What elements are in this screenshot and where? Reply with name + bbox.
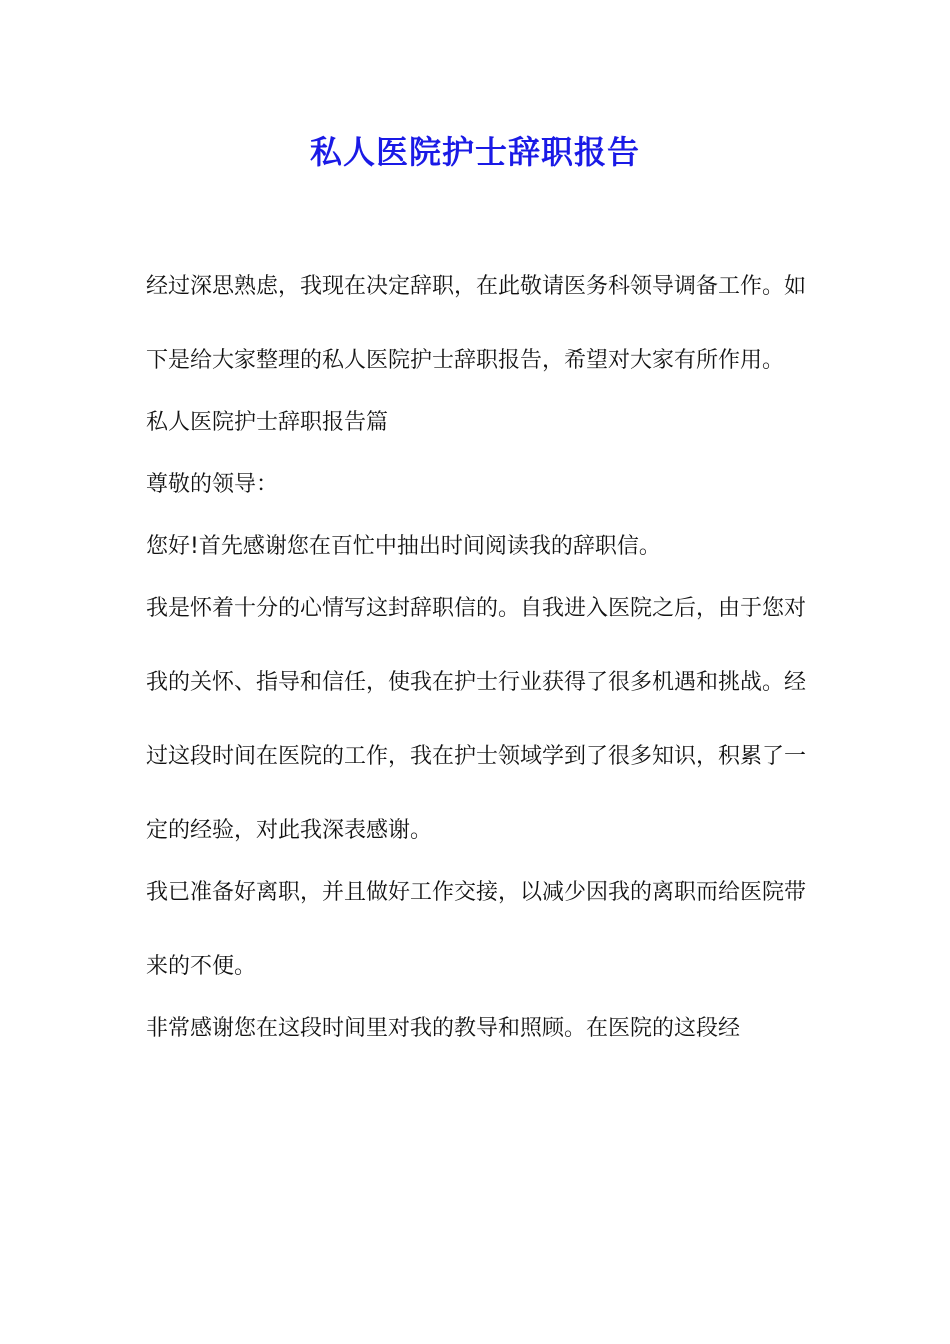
paragraph-thanks: 非常感谢您在这段时间里对我的教导和照顾。在医院的这段经 (146, 1016, 741, 1041)
paragraph-greeting: 您好!首先感谢您在百忙中抽出时间阅读我的辞职信。 (146, 534, 661, 559)
paragraph-subtitle: 私人医院护士辞职报告篇 (146, 410, 389, 435)
paragraph-intro: 经过深思熟虑，我现在决定辞职，在此敬请医务科领导调备工作。如下是给大家整理的私人医院护士辞职报告，希望对大家有所作用。 (146, 274, 807, 373)
paragraph-salutation: 尊敬的领导： (146, 472, 279, 497)
paragraph-gratitude: 我是怀着十分的心情写这封辞职信的。自我进入医院之后，由于您对我的关怀、指导和信任，使我在护士行业获得了很多机遇和挑战。经过这段时间在医院的工作，我在护士领域学到了很多知识，积累了一定的经验，对此我深表感谢。 (146, 596, 807, 843)
document-title: 私人医院护士辞职报告 (309, 133, 640, 171)
document-body (146, 262, 806, 1054)
paragraph-handover: 我已准备好离职，并且做好工作交接，以减少因我的离职而给医院带来的不便。 (146, 880, 807, 979)
